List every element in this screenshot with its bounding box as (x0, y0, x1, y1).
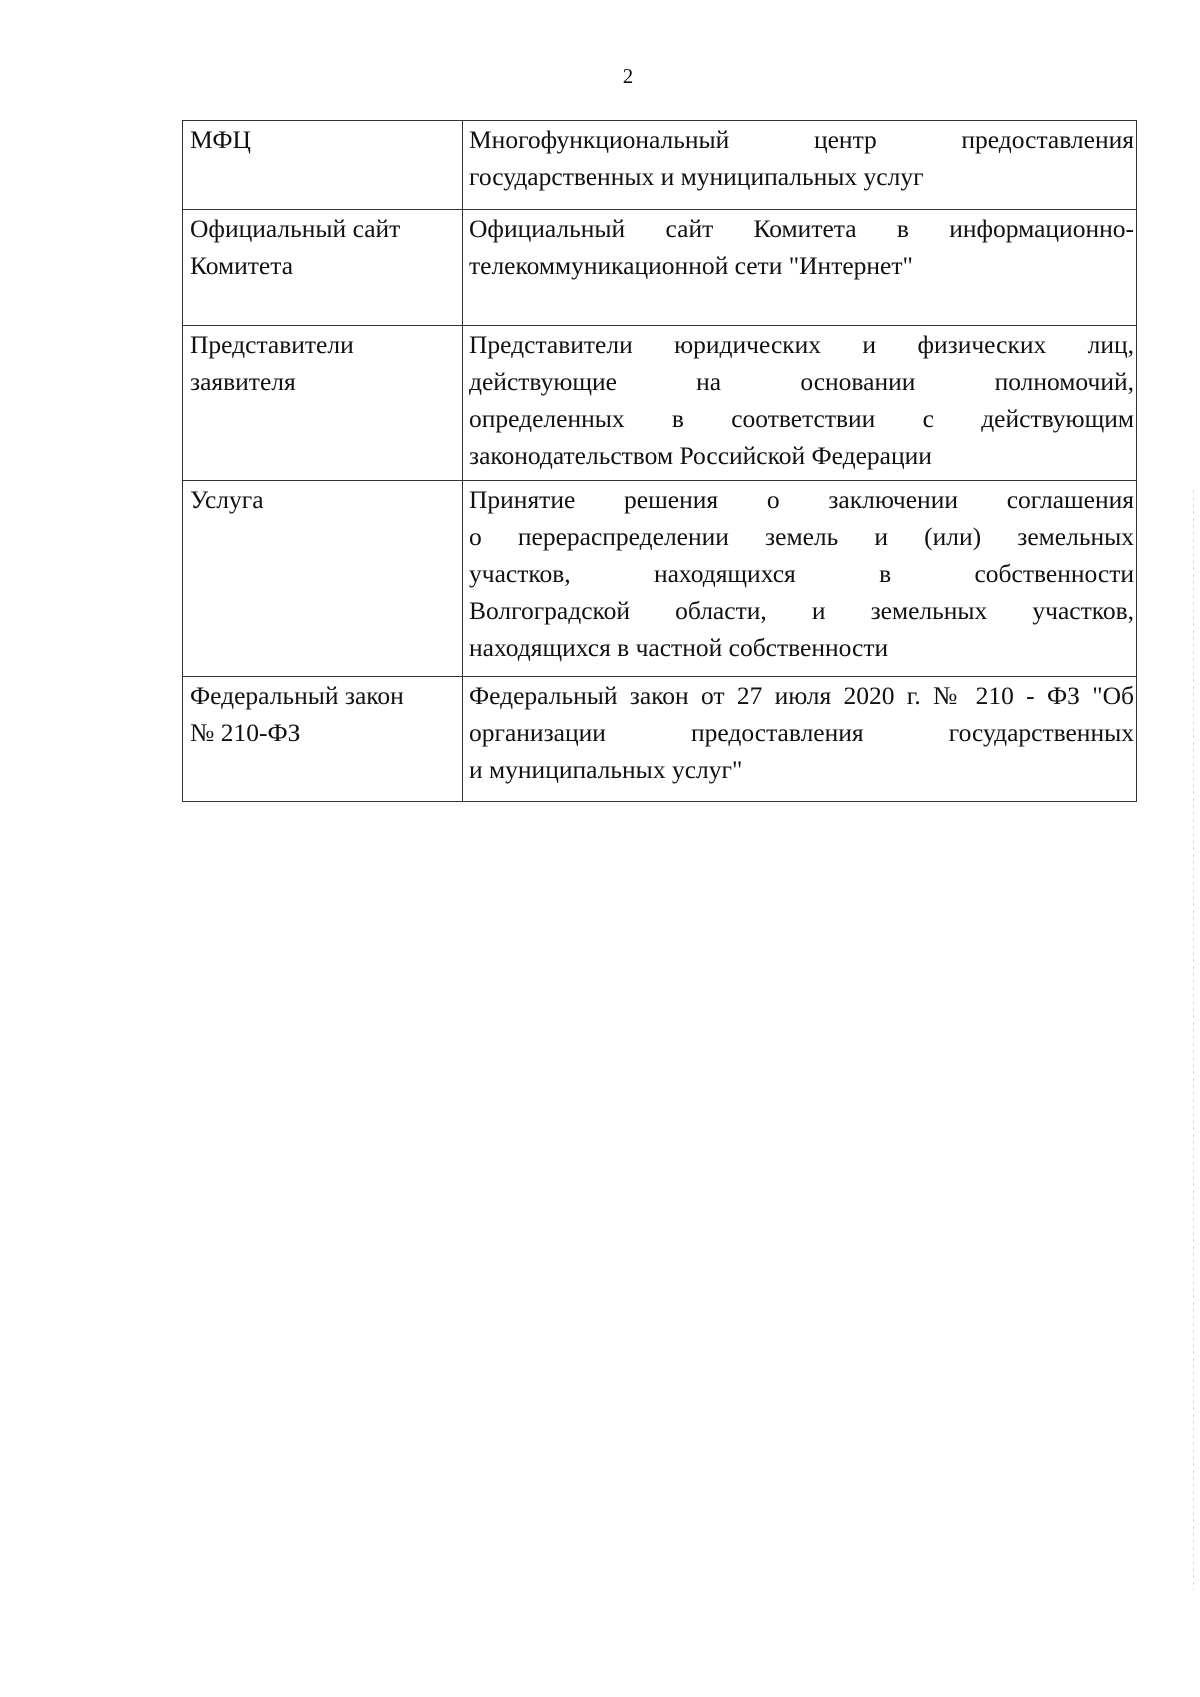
term-cell (183, 210, 463, 326)
term-text: Представители (190, 330, 354, 359)
table-row-representatives (183, 326, 1137, 481)
definition-cell (463, 121, 1137, 210)
term-cell (183, 481, 463, 677)
term-text: Федеральный закон (190, 681, 404, 710)
definition-text: государственных и муниципальных услуг (469, 162, 924, 191)
definition-cell (463, 481, 1137, 677)
definition-text: телекоммуникационной сети "Интернет" (469, 251, 913, 280)
term-cell (183, 121, 463, 210)
term-text: заявителя (190, 367, 296, 396)
definition-text: законодательством Российской Федерации (469, 441, 932, 470)
definition-text: организации предоставления государственных (469, 718, 1134, 747)
definition-text: определенных в соответствии с действующим (469, 404, 1134, 433)
term-text: МФЦ (190, 125, 251, 154)
definition-cell (463, 677, 1137, 802)
definition-text: и муниципальных услуг" (469, 755, 743, 784)
scan-edge-artifact (1193, 490, 1194, 1590)
table-row-federal-law (183, 677, 1137, 802)
table-row-official-site (183, 210, 1137, 326)
term-text: № 210-ФЗ (190, 718, 301, 747)
definition-text: Волгоградской области, и земельных участков, (469, 596, 1134, 625)
term-text: Услуга (190, 485, 264, 514)
term-text: Официальный сайт (190, 214, 401, 243)
definition-text: Многофункциональный центр предоставления (469, 125, 1134, 154)
term-cell (183, 677, 463, 802)
terms-table (182, 120, 1137, 802)
definition-text: действующие на основании полномочий, (469, 367, 1134, 396)
definition-cell (463, 326, 1137, 481)
term-cell (183, 326, 463, 481)
page-number: 2 (622, 64, 634, 88)
definition-text: Принятие решения о заключении соглашения (469, 485, 1134, 514)
definition-text: Федеральный закон от 27 июля 2020 г. № 210 - ФЗ "Об (469, 681, 1134, 710)
definition-text: о перераспределении земель и (или) земельных (469, 522, 1134, 551)
table-row-service (183, 481, 1137, 677)
definition-text: Представители юридических и физических лиц, (469, 330, 1134, 359)
table-row-mfc (183, 121, 1137, 210)
definition-text: участков, находящихся в собственности (469, 559, 1134, 588)
term-text: Комитета (190, 251, 294, 280)
definition-text: Официальный сайт Комитета в информационно- (469, 214, 1134, 243)
definition-cell (463, 210, 1137, 326)
definition-text: находящихся в частной собственности (469, 633, 889, 662)
